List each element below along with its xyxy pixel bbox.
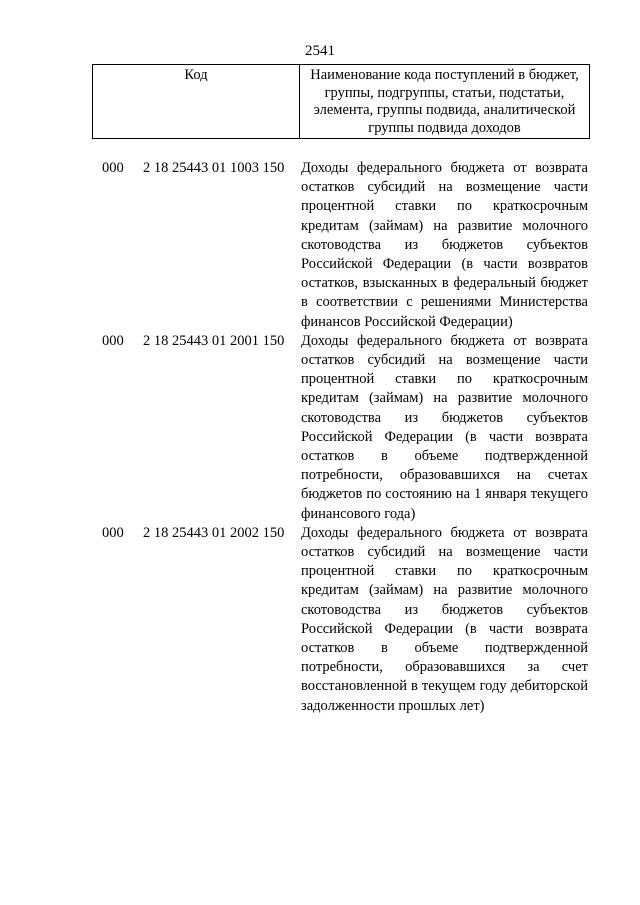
column-header-table xyxy=(92,64,590,139)
admin-code: 000 xyxy=(102,332,124,349)
income-code: 2 18 25443 01 1003 150 xyxy=(143,160,285,176)
income-description: Доходы федерального бюджета от возврата остатков субсидий на возмещение части процентной ставки по краткосрочным кредитам (займам) на развитие молочного скотоводства из бюджетов субъектов Российской Федерации (в части возврата остатков в объеме подтвержденной потребности, образовавшихся на счетах бюджетов по состоянию на 1 января текущего финансового года) xyxy=(301,332,588,522)
name-column-header: Наименование кода поступлений в бюджет, группы, подгруппы, статьи, подстатьи, элемента, группы подвида, аналитической группы подвида доходов xyxy=(300,65,590,139)
admin-code: 000 xyxy=(102,524,124,541)
income-description: Доходы федерального бюджета от возврата остатков субсидий на возмещение части процентной ставки по краткосрочным кредитам (займам) на развитие молочного скотоводства из бюджетов субъектов Российской Федерации (в части возврата остатков в объеме подтвержденной потребности, образовавшихся за счет восстановленной в текущем году дебиторской задолженности прошлых лет) xyxy=(301,524,588,714)
code-column-header: Код xyxy=(93,65,300,139)
table-row xyxy=(0,159,640,332)
income-description: Доходы федерального бюджета от возврата остатков субсидий на возмещение части процентной ставки по краткосрочным кредитам (займам) на развитие молочного скотоводства из бюджетов субъектов Российской Федерации (в части возвратов остатков, взысканных в федеральный бюджет в соответствии с решениями Министерства финансов Российской Федерации) xyxy=(301,160,588,330)
table-row xyxy=(0,332,640,524)
page-number: 2541 xyxy=(305,43,335,59)
income-code: 2 18 25443 01 2002 150 xyxy=(143,524,285,541)
table-row xyxy=(0,524,640,716)
admin-code: 000 xyxy=(102,160,124,176)
header-row xyxy=(93,65,590,139)
income-code-list xyxy=(0,159,640,716)
income-code: 2 18 25443 01 2001 150 xyxy=(143,332,285,349)
